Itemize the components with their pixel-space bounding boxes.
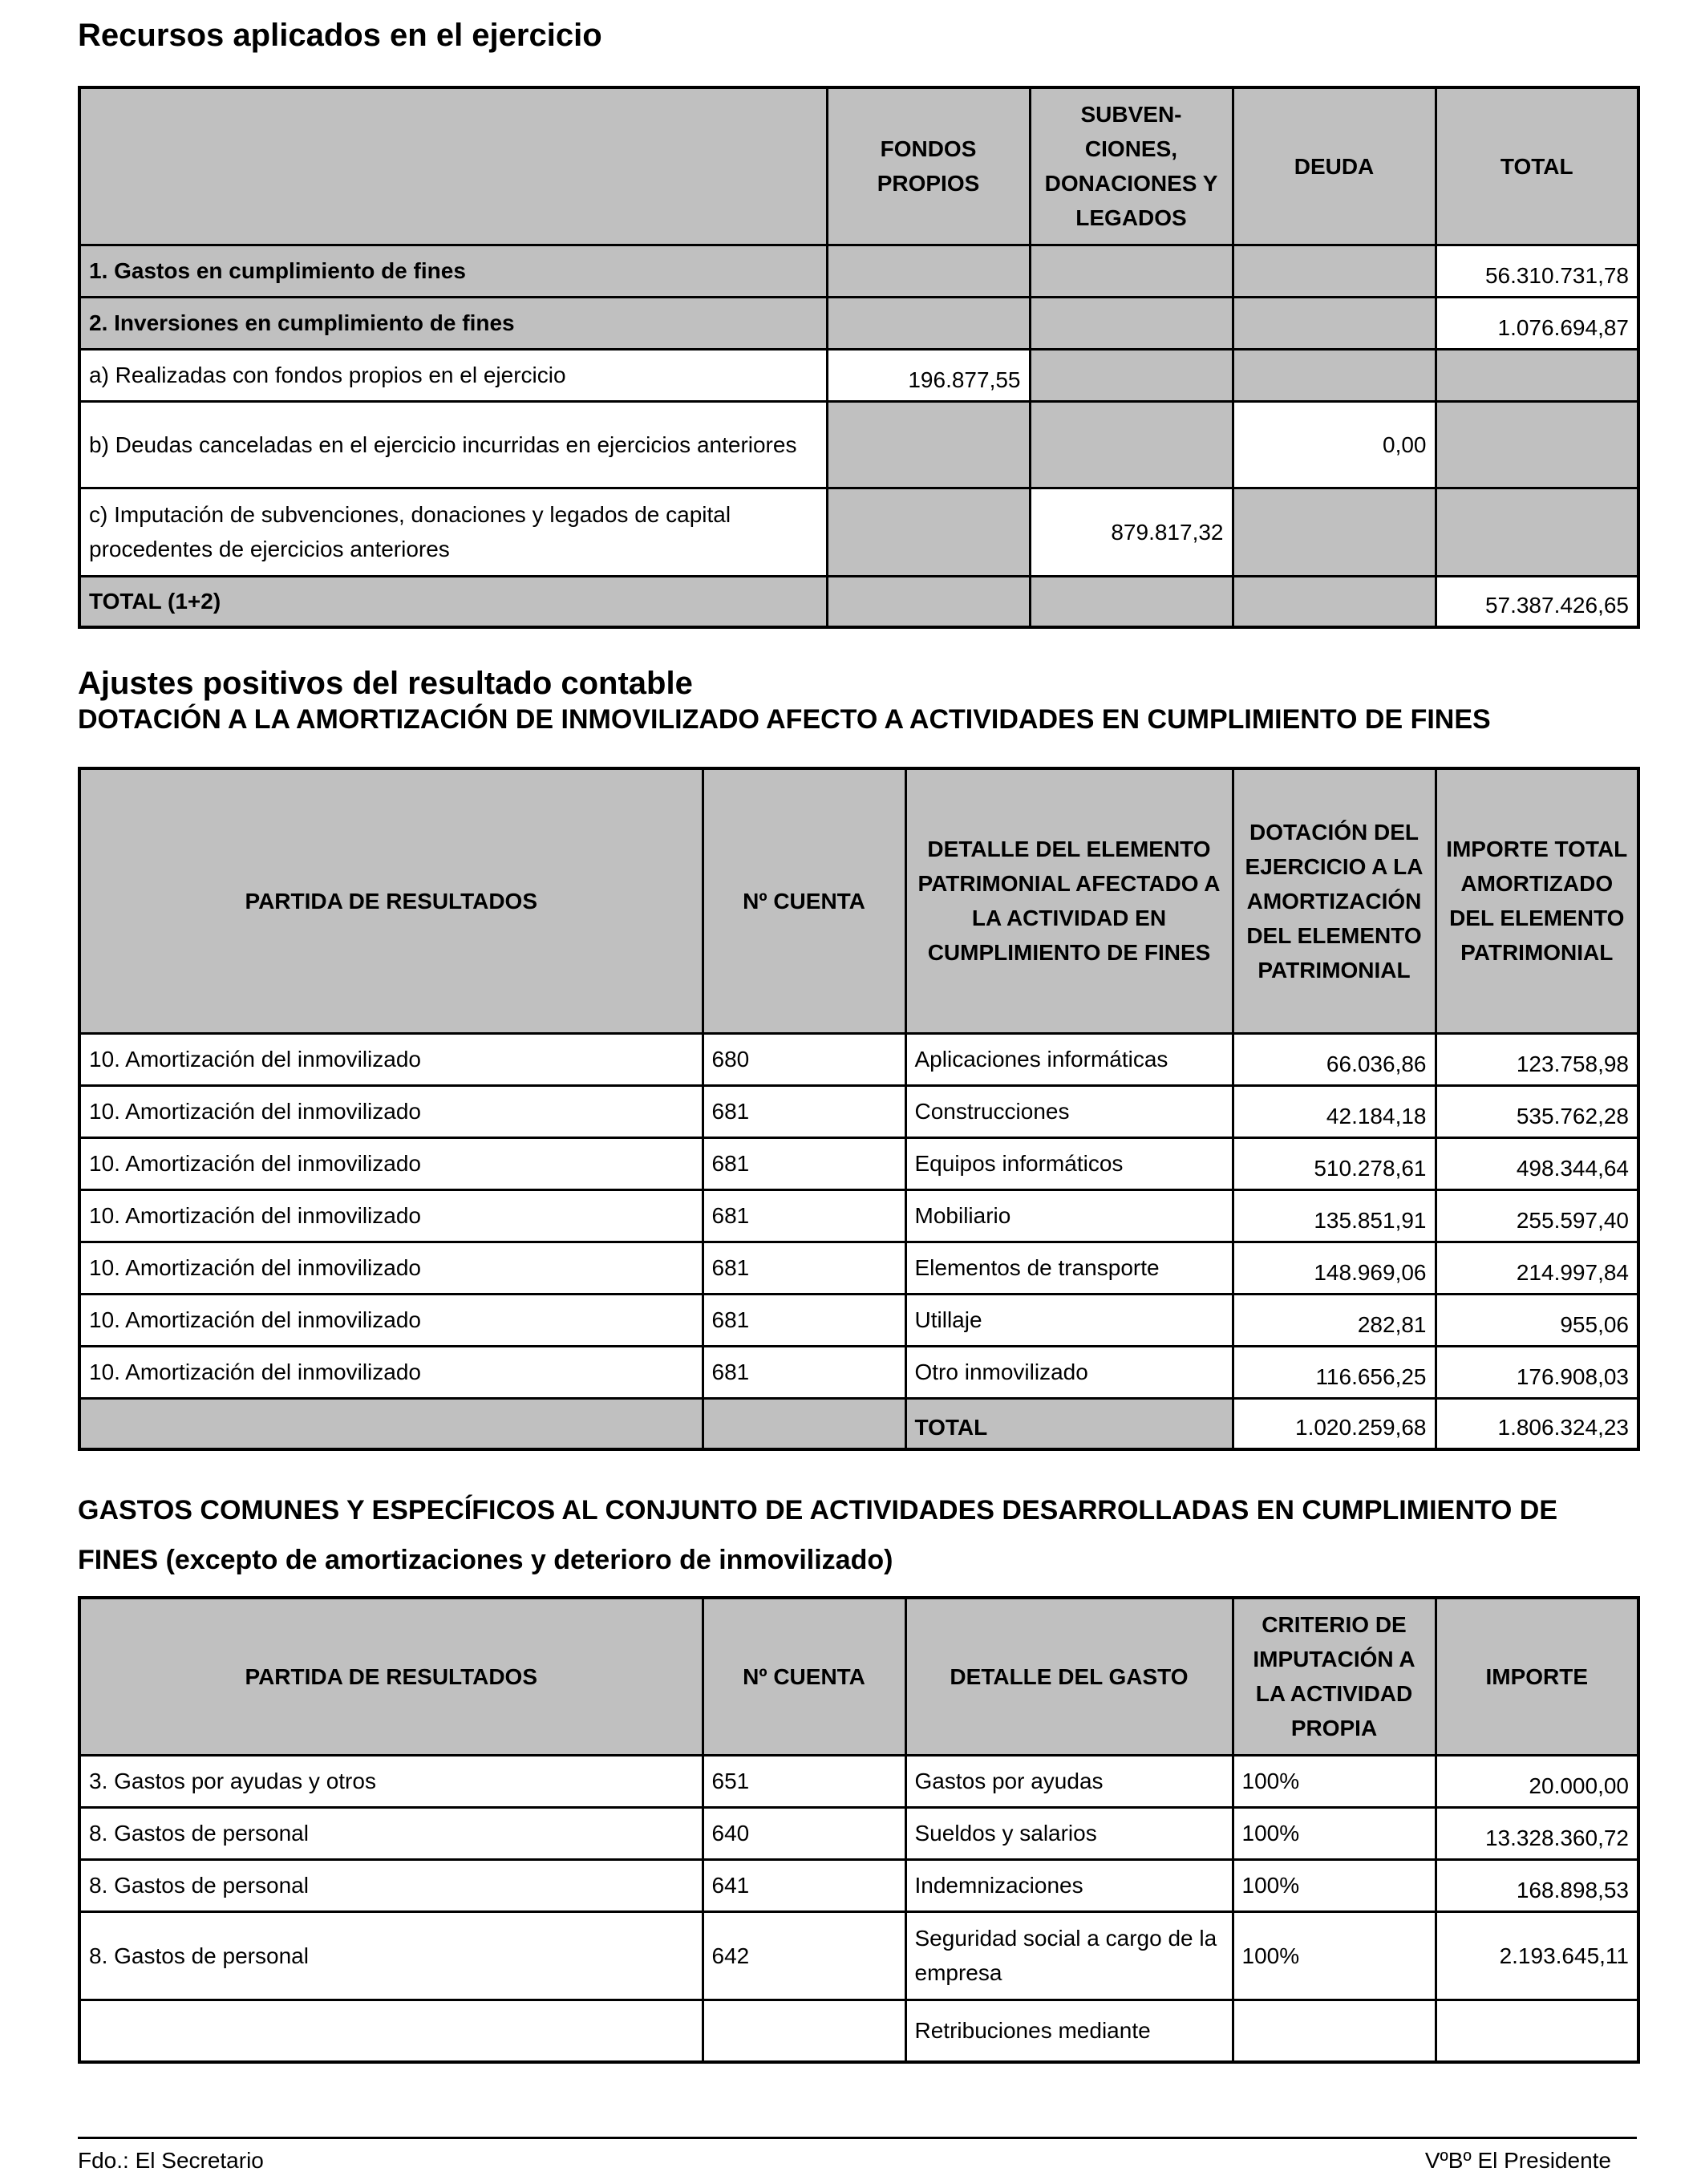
cell-fondos-propios — [827, 297, 1030, 349]
gastos-table — [78, 1596, 1640, 2064]
cell-dotacion: 66.036,86 — [1233, 1033, 1436, 1085]
cell-cuenta: 681 — [703, 1137, 905, 1189]
header-deuda: DEUDA — [1233, 87, 1436, 245]
cell-partida — [79, 2000, 703, 2062]
cell-partida: 10. Amortización del inmovilizado — [79, 1137, 703, 1189]
cell-cuenta: 681 — [703, 1346, 905, 1398]
recursos-table — [78, 86, 1640, 629]
cell-fondos-propios — [827, 245, 1030, 297]
header-cuenta: Nº CUENTA — [703, 768, 905, 1033]
cell-detalle: Construcciones — [905, 1085, 1233, 1137]
cell-importe: 123.758,98 — [1436, 1033, 1638, 1085]
header-partida: PARTIDA DE RESULTADOS — [79, 768, 703, 1033]
cell-dotacion: 282,81 — [1233, 1294, 1436, 1346]
header-importe: IMPORTE — [1436, 1598, 1638, 1755]
header-partida: PARTIDA DE RESULTADOS — [79, 1598, 703, 1755]
header-detalle: DETALLE DEL ELEMENTO PATRIMONIAL AFECTADO A LA ACTIVIDAD EN CUMPLIMIENTO DE FINES — [905, 768, 1233, 1033]
cell-detalle: Otro inmovilizado — [905, 1346, 1233, 1398]
cell-partida: 10. Amortización del inmovilizado — [79, 1033, 703, 1085]
cell-cuenta: 641 — [703, 1859, 905, 1911]
amortizacion-table — [78, 767, 1640, 1451]
row-label: 2. Inversiones en cumplimiento de fines — [79, 297, 827, 349]
cell-total — [1436, 488, 1638, 576]
table-row — [79, 1242, 1638, 1294]
table-row — [79, 401, 1638, 488]
table-row — [79, 349, 1638, 401]
cell-dotacion: 148.969,06 — [1233, 1242, 1436, 1294]
table-row — [79, 1085, 1638, 1137]
cell-criterio: 100% — [1233, 1859, 1436, 1911]
cell-partida: 8. Gastos de personal — [79, 1911, 703, 2000]
row-label: a) Realizadas con fondos propios en el ejercicio — [79, 349, 827, 401]
cell-total: 56.310.731,78 — [1436, 245, 1638, 297]
row-label: TOTAL (1+2) — [79, 576, 827, 627]
row-label: c) Imputación de subvenciones, donaciones y legados de capital procedentes de ejercicios anteriores — [79, 488, 827, 576]
cell-criterio: 100% — [1233, 1911, 1436, 2000]
cell-detalle: Utillaje — [905, 1294, 1233, 1346]
cell-subvenciones — [1030, 401, 1233, 488]
header-fondos-propios: FONDOS PROPIOS — [827, 87, 1030, 245]
footer-presidente: VºBº El Presidente — [1424, 2148, 1611, 2173]
cell-subvenciones: 879.817,32 — [1030, 488, 1233, 576]
cell-importe: 2.193.645,11 — [1436, 1911, 1638, 2000]
cell-partida: 10. Amortización del inmovilizado — [79, 1346, 703, 1398]
cell-dotacion: 135.851,91 — [1233, 1189, 1436, 1242]
cell-deuda — [1233, 297, 1436, 349]
table-row — [79, 1911, 1638, 2000]
table-row — [79, 2000, 1638, 2062]
cell-dotacion: 116.656,25 — [1233, 1346, 1436, 1398]
cell-subvenciones — [1030, 245, 1233, 297]
cell-total: 1.076.694,87 — [1436, 297, 1638, 349]
cell-total: 57.387.426,65 — [1436, 576, 1638, 627]
cell-partida: 3. Gastos por ayudas y otros — [79, 1755, 703, 1807]
header-criterio: CRITERIO DE IMPUTACIÓN A LA ACTIVIDAD PROPIA — [1233, 1598, 1436, 1755]
cell-cuenta: 640 — [703, 1807, 905, 1859]
header-blank — [79, 87, 827, 245]
cell-detalle: Elementos de transporte — [905, 1242, 1233, 1294]
table-row — [79, 1033, 1638, 1085]
cell-criterio: 100% — [1233, 1807, 1436, 1859]
cell-partida: 8. Gastos de personal — [79, 1859, 703, 1911]
cell-detalle: Retribuciones mediante — [905, 2000, 1233, 2062]
cell-deuda — [1233, 349, 1436, 401]
cell-subvenciones — [1030, 576, 1233, 627]
section2-title: Ajustes positivos del resultado contable — [78, 666, 693, 701]
header-cuenta: Nº CUENTA — [703, 1598, 905, 1755]
row-label: 1. Gastos en cumplimiento de fines — [79, 245, 827, 297]
cell-importe: 955,06 — [1436, 1294, 1638, 1346]
footer-secretario: Fdo.: El Secretario — [78, 2148, 264, 2173]
cell-fondos-propios: 196.877,55 — [827, 349, 1030, 401]
cell-detalle: Equipos informáticos — [905, 1137, 1233, 1189]
cell-dotacion: 510.278,61 — [1233, 1137, 1436, 1189]
table-row — [79, 1137, 1638, 1189]
header-importe: IMPORTE TOTAL AMORTIZADO DEL ELEMENTO PATRIMONIAL — [1436, 768, 1638, 1033]
cell-cuenta: 651 — [703, 1755, 905, 1807]
cell-blank — [79, 1398, 703, 1449]
row-label: b) Deudas canceladas en el ejercicio incurridas en ejercicios anteriores — [79, 401, 827, 488]
cell-fondos-propios — [827, 488, 1030, 576]
cell-total — [1436, 401, 1638, 488]
table-row — [79, 297, 1638, 349]
header-detalle-gasto: DETALLE DEL GASTO — [905, 1598, 1233, 1755]
cell-deuda: 0,00 — [1233, 401, 1436, 488]
section2-subtitle: DOTACIÓN A LA AMORTIZACIÓN DE INMOVILIZADO AFECTO A ACTIVIDADES EN CUMPLIMIENTO DE FINES — [78, 704, 1491, 735]
cell-importe: 214.997,84 — [1436, 1242, 1638, 1294]
table-row-total — [79, 1398, 1638, 1449]
cell-cuenta: 681 — [703, 1189, 905, 1242]
header-total: TOTAL — [1436, 87, 1638, 245]
table-row — [79, 488, 1638, 576]
table-row — [79, 1807, 1638, 1859]
cell-total — [1436, 349, 1638, 401]
cell-importe: 13.328.360,72 — [1436, 1807, 1638, 1859]
cell-blank — [703, 1398, 905, 1449]
cell-cuenta: 681 — [703, 1242, 905, 1294]
table-row — [79, 1189, 1638, 1242]
header-dotacion: DOTACIÓN DEL EJERCICIO A LA AMORTIZACIÓN DEL ELEMENTO PATRIMONIAL — [1233, 768, 1436, 1033]
cell-importe: 176.908,03 — [1436, 1346, 1638, 1398]
section3-title: GASTOS COMUNES Y ESPECÍFICOS AL CONJUNTO DE ACTIVIDADES DESARROLLADAS EN CUMPLIMIENTO DE FINES (excepto de amortizaciones y deterioro de inmovilizado) — [78, 1495, 1558, 1575]
cell-detalle: Seguridad social a cargo de la empresa — [905, 1911, 1233, 2000]
cell-deuda — [1233, 576, 1436, 627]
cell-partida: 10. Amortización del inmovilizado — [79, 1189, 703, 1242]
cell-deuda — [1233, 488, 1436, 576]
cell-fondos-propios — [827, 401, 1030, 488]
cell-dotacion: 42.184,18 — [1233, 1085, 1436, 1137]
cell-detalle: Aplicaciones informáticas — [905, 1033, 1233, 1085]
cell-partida: 10. Amortización del inmovilizado — [79, 1242, 703, 1294]
cell-detalle: Mobiliario — [905, 1189, 1233, 1242]
footer-divider — [78, 2137, 1637, 2139]
cell-importe: 535.762,28 — [1436, 1085, 1638, 1137]
cell-detalle: Gastos por ayudas — [905, 1755, 1233, 1807]
cell-importe: 498.344,64 — [1436, 1137, 1638, 1189]
cell-criterio: 100% — [1233, 1755, 1436, 1807]
cell-criterio — [1233, 2000, 1436, 2062]
table-row — [79, 1859, 1638, 1911]
cell-fondos-propios — [827, 576, 1030, 627]
cell-cuenta: 681 — [703, 1085, 905, 1137]
cell-partida: 8. Gastos de personal — [79, 1807, 703, 1859]
table-row — [79, 1346, 1638, 1398]
cell-importe: 20.000,00 — [1436, 1755, 1638, 1807]
table-row — [79, 1755, 1638, 1807]
total-label: TOTAL — [905, 1398, 1233, 1449]
cell-importe: 255.597,40 — [1436, 1189, 1638, 1242]
cell-cuenta: 681 — [703, 1294, 905, 1346]
cell-importe — [1436, 2000, 1638, 2062]
cell-partida: 10. Amortización del inmovilizado — [79, 1085, 703, 1137]
cell-subvenciones — [1030, 297, 1233, 349]
cell-cuenta — [703, 2000, 905, 2062]
header-subvenciones: SUBVEN-CIONES, DONACIONES Y LEGADOS — [1030, 87, 1233, 245]
table-row-total — [79, 576, 1638, 627]
cell-subvenciones — [1030, 349, 1233, 401]
total-dotacion: 1.020.259,68 — [1233, 1398, 1436, 1449]
cell-detalle: Indemnizaciones — [905, 1859, 1233, 1911]
total-importe: 1.806.324,23 — [1436, 1398, 1638, 1449]
cell-detalle: Sueldos y salarios — [905, 1807, 1233, 1859]
table-row — [79, 1294, 1638, 1346]
cell-partida: 10. Amortización del inmovilizado — [79, 1294, 703, 1346]
cell-importe: 168.898,53 — [1436, 1859, 1638, 1911]
cell-cuenta: 680 — [703, 1033, 905, 1085]
cell-deuda — [1233, 245, 1436, 297]
cell-cuenta: 642 — [703, 1911, 905, 2000]
table-row — [79, 245, 1638, 297]
section1-title: Recursos aplicados en el ejercicio — [78, 18, 602, 53]
